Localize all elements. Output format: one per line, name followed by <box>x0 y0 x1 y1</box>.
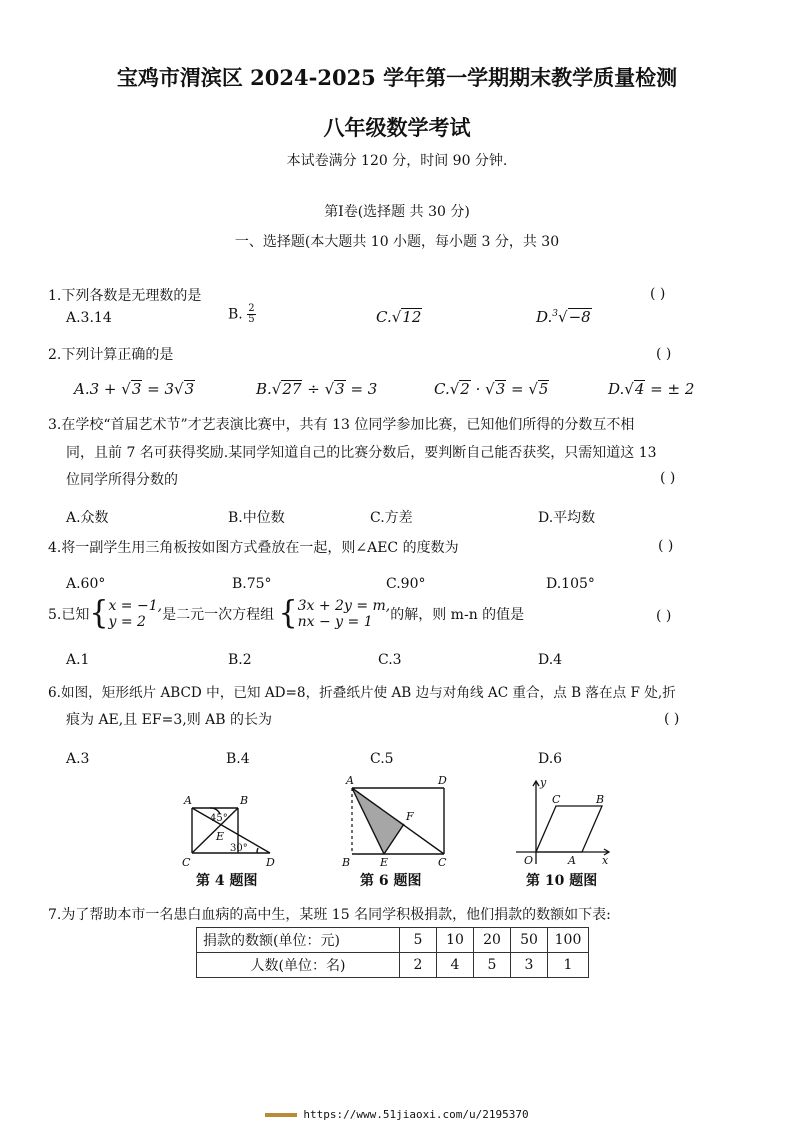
exam-title: 宝鸡市渭滨区 2024-2025 学年第一学期期末教学质量检测 <box>116 65 678 90</box>
q1-c-prefix: C. <box>376 308 392 326</box>
q5-sol-1: x = −1, <box>108 598 163 614</box>
table-row <box>197 953 589 978</box>
table-row <box>197 928 589 953</box>
q4-option-a: A.60° <box>66 576 106 592</box>
q2-stem: 2.下列计算正确的是 <box>48 347 174 363</box>
q2-a-rad: 3 <box>131 380 142 398</box>
q5-sol-2: y = 2 <box>108 614 146 630</box>
q6-option-b: B.4 <box>226 751 250 767</box>
q5-mid: 是二元一次方程组 <box>162 607 275 623</box>
volume-heading: 第Ⅰ卷(选择题 共 30 分) <box>324 204 470 220</box>
q3-option-d: D.平均数 <box>538 510 596 526</box>
q2-c-rad2: 3 <box>495 380 506 398</box>
figure-10-caption: 第 10 题图 <box>526 873 598 889</box>
fig10-label-O: O <box>524 854 534 867</box>
q5-option-b: B.2 <box>228 652 252 668</box>
fig10-label-y: y <box>540 776 547 789</box>
q2-c-post: = <box>506 380 529 398</box>
fig4-label-A: A <box>184 794 192 807</box>
q2-b-mid: ÷ <box>302 380 325 398</box>
fig6-line-AC <box>352 788 444 854</box>
q3-option-a: A.众数 <box>66 510 109 526</box>
table-cell: 1 <box>548 953 589 978</box>
q1-option-b <box>228 304 256 325</box>
q6-line-1: 6.如图，矩形纸片 ABCD 中，已知 AD=8，折叠纸片使 AB 边与对角线 AC 重合，点 B 落在点 F 处,折 <box>48 685 676 701</box>
q2-b-pre: B. <box>256 380 272 398</box>
fig10-label-A: A <box>568 854 576 867</box>
fig6-label-B: B <box>342 856 351 869</box>
q2-option-c: C.√2 · √3 = √5 <box>434 380 549 398</box>
section-heading: 一、选择题(本大题共 10 小题，每小题 3 分，共 30 <box>234 234 560 250</box>
q5-eq-1: 3x + 2y = m, <box>297 598 391 614</box>
table-row-header: 人数(单位：名) <box>197 953 400 978</box>
q1-stem: 1.下列各数是无理数的是 <box>48 288 202 304</box>
footer-url: https://www.51jiaoxi.com/u/2195370 <box>303 1108 529 1121</box>
q5-brace-1: { <box>89 595 109 632</box>
table-cell: 50 <box>511 928 548 953</box>
table-cell: 4 <box>437 953 474 978</box>
q5-brace-2: { <box>278 595 298 632</box>
fig6-label-F: F <box>406 810 414 823</box>
donation-table <box>196 927 589 978</box>
q3-option-c: C.方差 <box>370 510 413 526</box>
q2-a-post: = 3 <box>142 380 175 398</box>
q5-post: 的解，则 m-n 的值是 <box>390 607 525 623</box>
q5-option-c: C.3 <box>378 652 402 668</box>
q2-d-post: = ± 2 <box>645 380 695 398</box>
table-row-header: 捐款的数额(单位：元) <box>197 928 400 953</box>
table-cell: 3 <box>511 953 548 978</box>
q6-option-d: D.6 <box>538 751 563 767</box>
q1-d-radicand: −8 <box>568 308 591 326</box>
q5-stem <box>48 595 525 632</box>
exam-subtitle: 八年级数学考试 <box>323 115 471 140</box>
q1-b-fraction <box>247 304 255 325</box>
q5-system <box>298 598 391 630</box>
q3-line-1: 3.在学校“首届艺术节”才艺表演比赛中，共有 13 位同学参加比赛，已知他们所得的分数互不相 <box>48 417 635 433</box>
fig6-label-A: A <box>346 774 354 787</box>
q5-option-a: A.1 <box>66 652 90 668</box>
q4-stem: 4.将一副学生用三角板按如图方式叠放在一起，则∠AEC 的度数为 <box>48 540 459 556</box>
q4-option-b: B.75° <box>232 576 272 592</box>
fig6-shaded-triangle <box>352 788 404 854</box>
q6-option-a: A.3 <box>66 751 90 767</box>
q4-option-c: C.90° <box>386 576 426 592</box>
q2-a-rad2: 3 <box>184 380 195 398</box>
footer-watermark <box>0 1108 794 1121</box>
q3-option-b: B.中位数 <box>228 510 285 526</box>
fig4-label-C: C <box>182 856 191 869</box>
q1-c-radicand: 12 <box>402 308 422 326</box>
figure-6-caption: 第 6 题图 <box>360 873 422 889</box>
q2-d-rad: 4 <box>634 380 645 398</box>
q5-option-d: D.4 <box>538 652 563 668</box>
fig6-label-D: D <box>438 774 447 787</box>
figure-4-diagram <box>180 790 280 870</box>
fig6-label-E: E <box>380 856 389 869</box>
q2-answer-paren: ( ) <box>656 346 672 362</box>
q1-option-a: A.3.14 <box>66 310 112 326</box>
q1-b-prefix: B. <box>228 306 243 323</box>
q2-d-pre: D. <box>608 380 625 398</box>
fig4-angle-30-arc <box>257 848 258 853</box>
fig4-angle-45-label: 45° <box>210 813 228 824</box>
q5-pre: 5.已知 <box>48 607 90 623</box>
q2-c-rad3: 5 <box>538 380 549 398</box>
figure-10-diagram <box>512 772 616 868</box>
q1-d-prefix: D. <box>536 308 553 326</box>
q3-line-3: 位同学所得分数的 <box>66 472 178 488</box>
q2-c-pre: C. <box>434 380 450 398</box>
q6-line-2: 痕为 AE,且 EF=3,则 AB 的长为 <box>66 712 273 728</box>
fig4-label-B: B <box>240 794 249 807</box>
q2-b-post: = 3 <box>345 380 378 398</box>
q6-option-c: C.5 <box>370 751 394 767</box>
footer-logo-icon <box>265 1113 297 1117</box>
q4-answer-paren: ( ) <box>658 538 674 554</box>
table-cell: 100 <box>548 928 589 953</box>
fig4-label-E: E <box>216 830 225 843</box>
q2-option-d: D.√4 = ± 2 <box>608 380 695 398</box>
figure-4-caption: 第 4 题图 <box>196 873 258 889</box>
table-cell: 20 <box>474 928 511 953</box>
q2-option-b: B.√27 ÷ √3 = 3 <box>256 380 378 398</box>
q2-c-mid: · <box>470 380 486 398</box>
table-cell: 5 <box>474 953 511 978</box>
fig4-label-D: D <box>266 856 275 869</box>
q5-eq-2: nx − y = 1 <box>297 614 373 630</box>
q1-b-num: 2 <box>248 303 255 314</box>
q1-option-d: D.$^3$√−8 <box>536 308 591 326</box>
q5-solution <box>108 598 162 630</box>
fig10-label-B: B <box>596 793 605 806</box>
q4-option-d: D.105° <box>546 576 595 592</box>
q2-c-rad: 2 <box>460 380 470 398</box>
fig4-angle-30-label: 30° <box>230 843 248 854</box>
table-cell: 5 <box>400 928 437 953</box>
fig10-label-x: x <box>602 854 609 867</box>
q2-a-pre: A.3 + <box>74 380 122 398</box>
fig10-label-C: C <box>552 793 561 806</box>
q3-line-2: 同，且前 7 名可获得奖励.某同学知道自己的比赛分数后，要判断自己能否获奖，只需知道这 13 <box>66 445 657 461</box>
table-cell: 10 <box>437 928 474 953</box>
table-cell: 2 <box>400 953 437 978</box>
exam-info: 本试卷满分 120 分，时间 90 分钟. <box>286 153 508 169</box>
q3-answer-paren: ( ) <box>660 470 676 486</box>
fig6-label-C: C <box>438 856 447 869</box>
q2-b-rad2: 3 <box>335 380 345 398</box>
q1-option-c: C.√12 <box>376 308 422 326</box>
fig10-parallelogram <box>536 806 602 852</box>
q7-stem: 7.为了帮助本市一名患白血病的高中生，某班 15 名同学积极捐款，他们捐款的数额如下表: <box>48 907 611 923</box>
q1-answer-paren: ( ) <box>650 286 666 302</box>
figure-6-diagram <box>338 772 454 872</box>
q6-answer-paren: ( ) <box>664 711 680 727</box>
q5-answer-paren: ( ) <box>656 608 672 624</box>
q1-b-den: 5 <box>248 314 255 325</box>
q2-b-rad: 27 <box>282 380 302 398</box>
q2-option-a: A.3 + √3 = 3√3 <box>74 380 195 398</box>
q1-d-index: 3 <box>552 309 558 319</box>
